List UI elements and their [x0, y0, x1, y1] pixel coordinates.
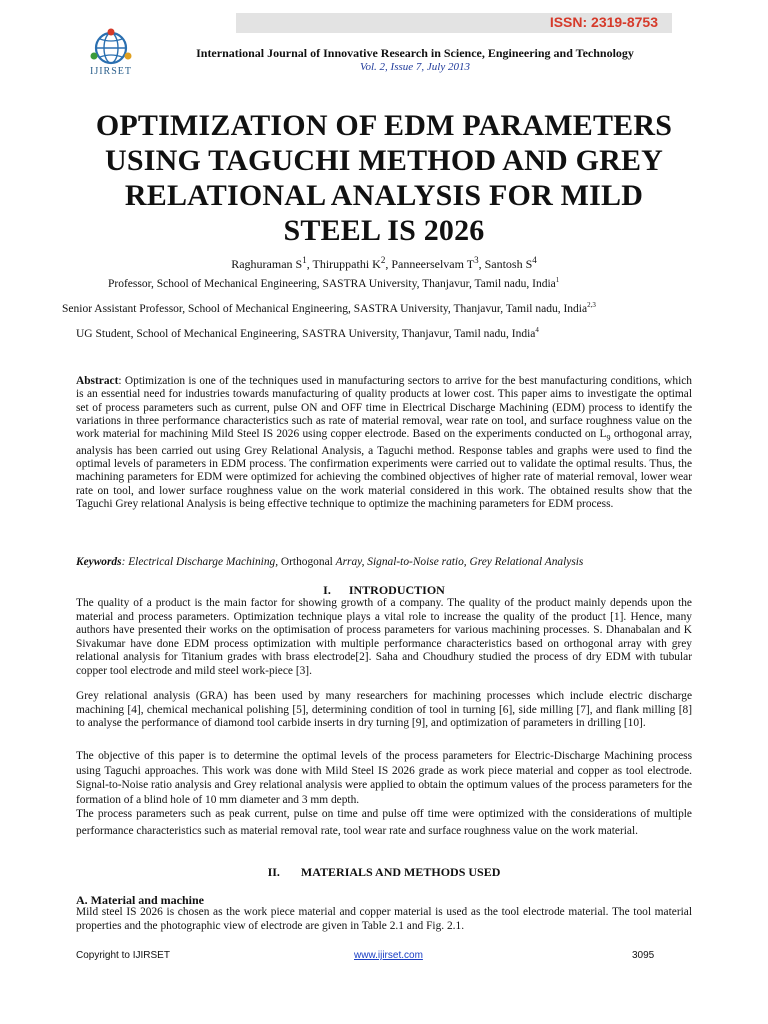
author-name: Raghuraman S	[231, 257, 303, 271]
abstract-label: Abstract	[76, 375, 119, 387]
intro-paragraph: The process parameters such as peak current, pulse on time and pulse off time were optimized with the considerations of multiple performance characteristics such as material removal rate, tool wear rate and surface roughness value on the work material.	[76, 808, 692, 837]
issn-banner	[236, 13, 672, 33]
keywords-part2: Orthogonal	[278, 556, 336, 568]
author-sup: 2	[380, 255, 386, 265]
author-sup: 1	[302, 255, 307, 265]
journal-logo	[76, 26, 146, 82]
abstract	[76, 375, 692, 511]
title-line: RELATIONAL ANALYSIS FOR MILD	[124, 179, 644, 212]
globe-icon	[76, 26, 146, 68]
author-sup: 4	[532, 255, 537, 265]
abstract-subscript: 9	[606, 433, 611, 443]
affiliation	[62, 301, 596, 315]
affiliation-sup: 2,3	[587, 301, 596, 309]
keywords-label: Keywords	[76, 556, 122, 568]
author-list: Raghuraman $S^1$, Thiruppathi $K^2$, Panneerselvam $T^3$, Santosh $S^4$	[231, 255, 537, 271]
subsection-heading: A. Material and machine	[76, 893, 204, 907]
keywords-part3: Array, Signal-to-Noise ratio, Grey Relational Analysis	[335, 556, 584, 568]
affiliation-text: UG Student, School of Mechanical Engineering, SASTRA University, Thanjavur, Tamil nadu, India	[76, 327, 536, 340]
journal-name: International Journal of Innovative Research in Science, Engineering and Technology	[196, 46, 634, 60]
issn-text: ISSN: 2319-8753	[549, 14, 658, 30]
intro-paragraph: The objective of this paper is to determine the optimal levels of the process parameters for Electric-Discharge Machining process using Taguchi approaches. This work was done with Mild Steel IS 2026 grade as work piece material and copper as tool electrode. Signal-to-Noise ratio analysis and Grey relational analysis were applied to obtain the optimum values of the process parameters for the formation of a blind hole of 10 mm diameter and 3 mm depth.	[76, 750, 692, 806]
title-line: STEEL IS 2026	[283, 214, 485, 247]
materials-paragraph: Mild steel IS 2026 is chosen as the work piece material and copper material is used as the tool electrode material. The tool material properties and the photographic view of electrode are given in Table 2.1 and Fig. 2.1.	[76, 906, 692, 932]
author-sup: 3	[474, 255, 479, 265]
affiliation-sup: 4	[535, 326, 539, 334]
abstract-text-a: : Optimization is one of the techniques used in manufacturing sectors to arrive for the best manufacturing conditions, which is an essential need for industries towards manufacturing of quality products at lower cost. This paper aims to investigate the optimal set of process parameters such as current, pulse ON and OFF time in Electrical Discharge Machining (EDM) process to identify the variations in three performance characteristics such as rate of material removal, wear rate on tool, and surface roughness value on the work material for machining Mild Steel IS 2026 using copper electrode. Based on the experiments conducted on L	[76, 375, 692, 441]
affiliation	[108, 276, 559, 290]
keywords	[76, 556, 692, 568]
author-name: Thiruppathi K	[312, 257, 381, 271]
journal-volume: Vol. 2, Issue 7, July 2013	[360, 61, 470, 73]
affiliation-sup: 1	[555, 276, 560, 284]
affiliation-text: Professor, School of Mechanical Engineering, SASTRA University, Thanjavur, Tamil nadu, India	[108, 277, 556, 290]
intro-paragraph: Grey relational analysis (GRA) has been used by many researchers for machining processes which include electric discharge machining [4], chemical mechanical polishing [5], determining condition of tool in turning [6], side milling [7], and flank milling [8] to analyse the performance of diamond tool carbide inserts in dry turning [9], and optimization of parameters in drilling [10].	[76, 690, 692, 729]
author-name: Panneerselvam T	[391, 257, 475, 271]
intro-paragraph: The quality of a product is the main factor for showing growth of a company. The quality of the product mainly depends upon the material and process parameters. Optimization technique plays a vital role to increase the quality of the product [1]. Hence, many authors have presented their works on the optimisation of process parameters for various machining processes. S. Dhanabalan and K Sivakumar have done EDM process optimization with multiple performance characteristics based on orthogonal array with grey relational analysis for Titanium grades with brass electrode[2]. Saha and Choudhury studied the process of dry EDM with tubular copper tool electrode and mild steel work-piece [3].	[76, 597, 692, 677]
logo-text: IJIRSET	[90, 66, 132, 77]
title-line: OPTIMIZATION OF EDM PARAMETERS	[95, 109, 673, 142]
author-name: Santosh S	[484, 257, 533, 271]
keywords-part1: : Electrical Discharge Machining,	[121, 556, 279, 568]
affiliation	[76, 326, 539, 340]
footer-website-link[interactable]: www.ijirset.com	[354, 950, 423, 961]
section-heading: II. MATERIALS AND METHODS USED	[267, 865, 501, 879]
footer-page-number: 3095	[632, 950, 655, 961]
title-line: USING TAGUCHI METHOD AND GREY	[104, 144, 664, 177]
footer-copyright: Copyright to IJIRSET	[76, 950, 170, 961]
abstract-text-b: orthogonal array, analysis has been carried out using Grey Relational Analysis, a Taguchi method. Response tables and graphs were used to find the optimal levels of parameters in EDM process. The confirmation experiments were carried out to validate the optimal results. Thus, the machining parameters for EDM were optimized for achieving the combined objectives of higher rate of material removal, lower wear rate on tool, and lower surface roughness value on the work material considered in this work. The obtained results show that the Taguchi Grey relational Analysis is being effective technique to optimize the machining parameters for EDM process.	[76, 428, 693, 510]
section-heading: I. INTRODUCTION	[323, 583, 445, 597]
paper-title	[70, 108, 698, 248]
affiliation-text: Senior Assistant Professor, School of Mechanical Engineering, SASTRA University, Thanjavur, Tamil nadu, India	[62, 302, 588, 315]
